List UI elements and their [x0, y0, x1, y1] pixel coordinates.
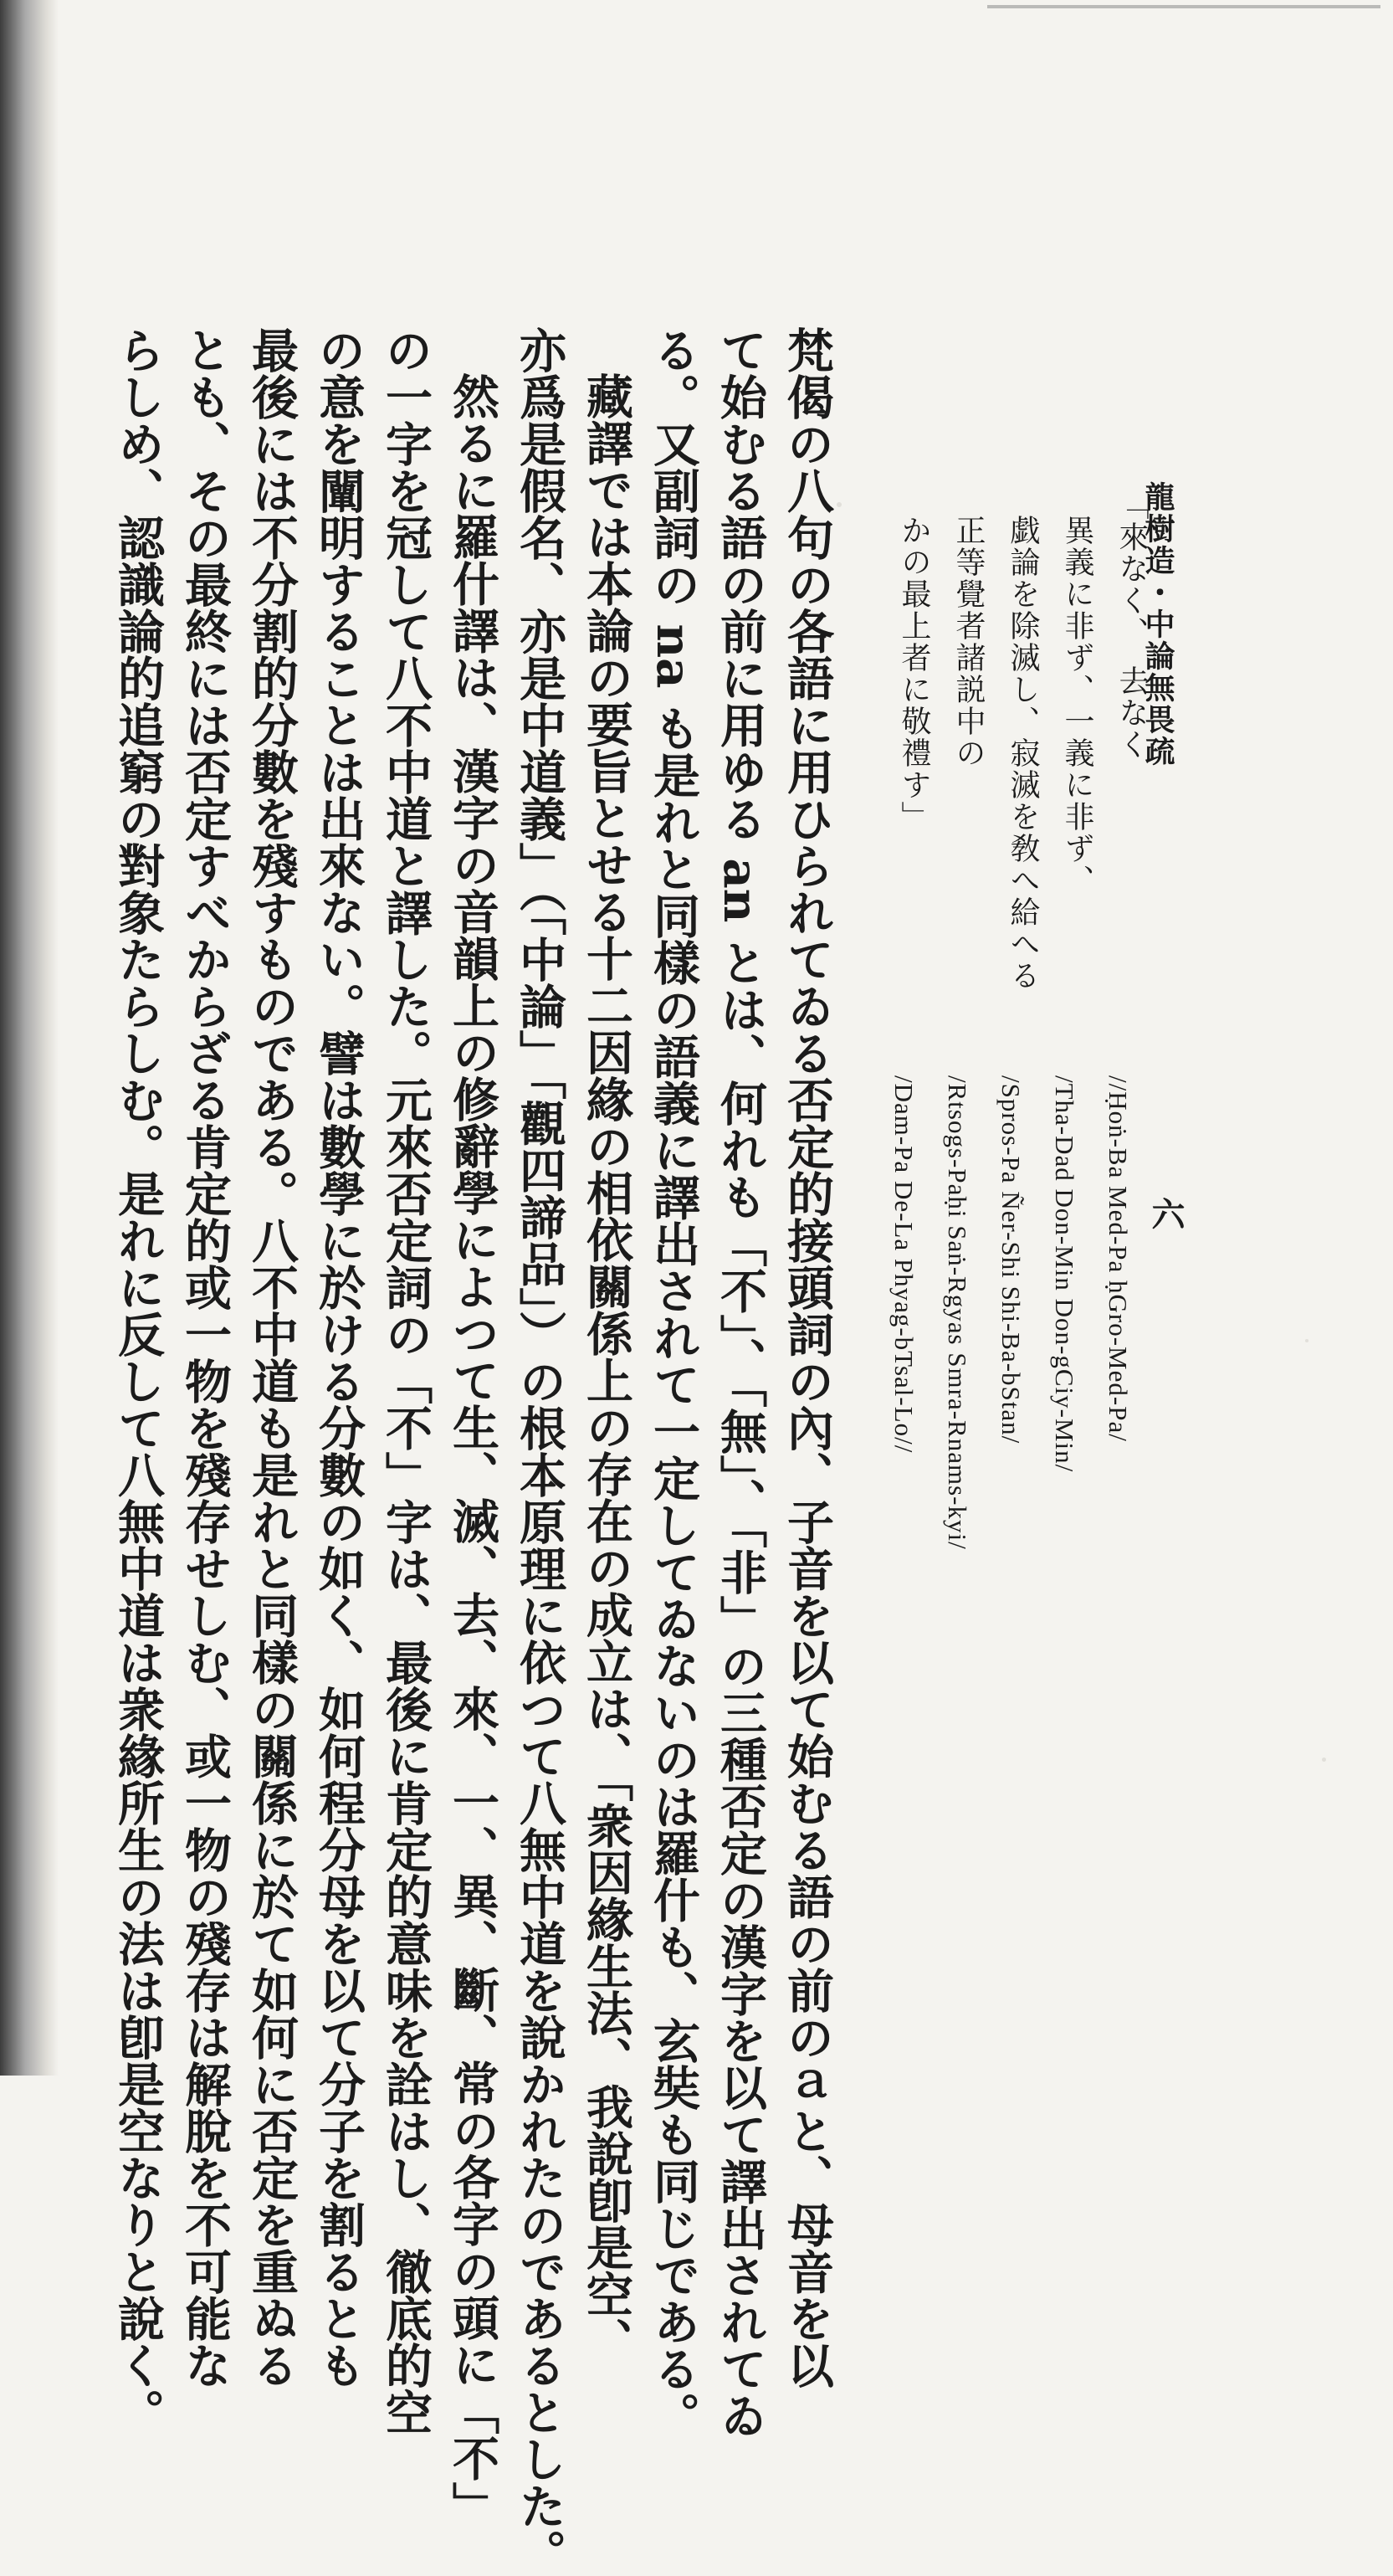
verse-tibetan-line-5: /Dam-Pa De-La Phyag-bTsal-Lo// — [889, 1075, 919, 1454]
verse-tibetan-line-4: /Rtsogs-Paḥi Saṅ-Rgyas Smra-Rnams-kyi/ — [943, 1075, 972, 1550]
scan-speck — [837, 502, 842, 507]
verse-japanese-line-5: かの最上者に敬禮す」 — [897, 515, 931, 833]
verse-tibetan-line-1: //Ḥoṅ-Ba Med-Pa ḥGro-Med-Pa/ — [1104, 1075, 1133, 1442]
body-line-10: とも、その最終には否定すべからざる肯定的或一物を殘存せしむ、或一物の殘存は解脫を不可能な — [177, 326, 233, 2389]
body-line-5: 亦爲是假名、亦是中道義」（「中論」「觀四諦品」）の根本原理に依つて八無中道を說かれたのであるとした。 — [512, 326, 567, 2576]
scan-speck — [1305, 1339, 1308, 1342]
scan-speck — [1322, 1758, 1326, 1762]
verse-japanese-line-2: 異義に非ず、一義に非ず、 — [1060, 515, 1094, 896]
scan-edge-line — [987, 5, 1380, 8]
body-line-9: 最後には不分割的分數を殘すものである。八不中道も是れと同樣の關係に於て如何に否定を重ぬる — [244, 326, 300, 2389]
verse-japanese-line-3: 戯論を除滅し、寂滅を敎へ給へる — [1006, 515, 1040, 992]
verse-japanese-line-1: 「來なく、 去なく — [1114, 490, 1149, 761]
page-number: 六 — [1146, 1197, 1186, 1230]
verse-tibetan-line-2: /Tha-Dad Don-Min Don-gCiy-Min/ — [1050, 1075, 1079, 1473]
verse-tibetan-line-3: /Spros-Pa Ñer-Shi Shi-Ba-bStan/ — [996, 1075, 1026, 1445]
body-line-11: らしめ、認識論的追窮の對象たらしむ。是れに反して八無中道は衆緣所生の法は卽是空なりと說く。 — [110, 326, 166, 2435]
verse-japanese-line-4: 正等覺者諸説中の — [951, 515, 986, 769]
body-line-4: 藏譯では本論の要旨とせる十二因緣の相依關係上の存在の成立は、「衆因緣生法、我說卽是空、 — [579, 372, 634, 2364]
body-line-3: る。又副詞の na も是れと同樣の語義に譯出されて一定してゐないのは羅什も、玄奘も同じである。 — [646, 326, 701, 2439]
body-line-6: 然るに羅什譯は、漢字の音韻上の修辭學によつて生、滅、去、來、一、異、斷、常の各字の頭に「不」 — [445, 372, 500, 2528]
body-line-7: の一字を冠して八不中道と譯した。元來否定詞の「不」字は、最後に肯定的意味を詮はし、徹底的空 — [378, 326, 433, 2435]
body-line-2: て始むる語の前に用ゆる an とは、何れも「不」、「無」、「非」の三種否定の漢字を以て譯出されてゐ — [713, 326, 768, 2439]
body-line-1: 梵偈の八句の各語に用ひられてゐる否定的接頭詞の內、子音を以て始むる語の前のａと、母音を以 — [780, 326, 835, 2389]
body-line-8: の意を闡明することは出來ない。譬は數學に於ける分數の如く、如何程分母を以て分子を割るとも — [311, 326, 366, 2389]
binding-shadow — [0, 0, 59, 2076]
running-title: 龍樹造・中論無畏疏 — [1140, 481, 1175, 767]
